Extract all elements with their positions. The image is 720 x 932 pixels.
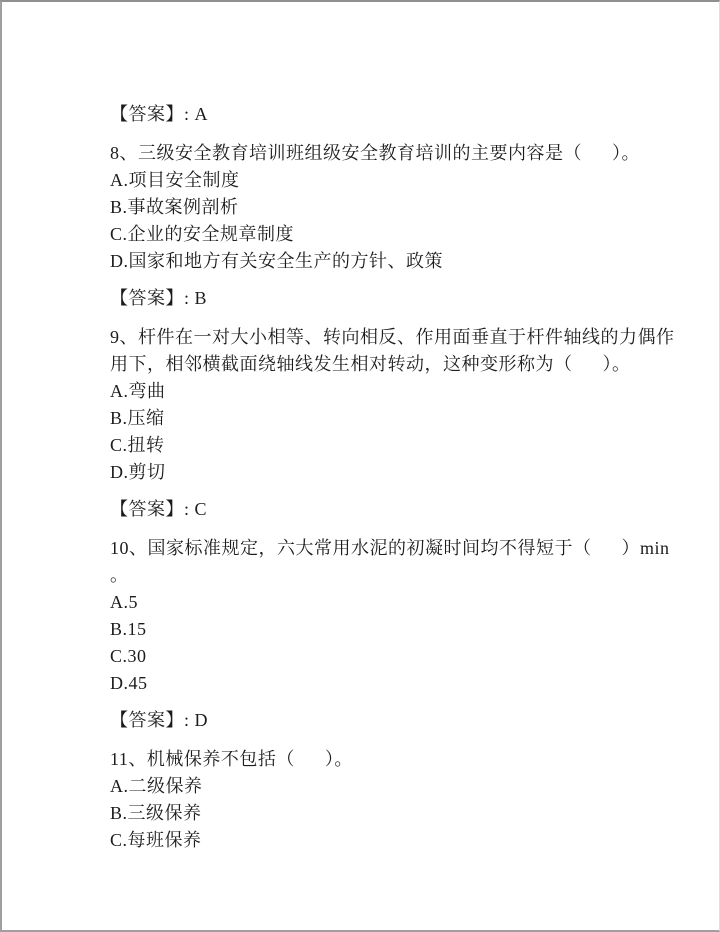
question-8-option-d: D.国家和地方有关安全生产的方针、政策 [110,251,443,271]
question-10-option-b: B.15 [110,619,147,639]
question-11 [110,746,699,854]
question-9-option-a: A.弯曲 [110,381,166,401]
answer-q9: 【答案】: C [110,499,208,519]
question-8-text: 8、三级安全教育培训班组级安全教育培训的主要内容是（ ）。 [110,143,640,163]
question-11-option-a: A.二级保养 [110,776,203,796]
question-9-option-c: C.扭转 [110,435,165,455]
question-10-option-c: C.30 [110,646,147,666]
question-11-option-b: B.三级保养 [110,803,202,823]
question-8 [110,140,699,275]
question-11-option-c: C.每班保养 [110,830,202,850]
question-11-text: 11、机械保养不包括（ ）。 [110,749,353,769]
question-10-option-d: D.45 [110,673,148,693]
answer-q8: 【答案】: B [110,288,208,308]
question-10-text-line-1: 10、国家标准规定，六大常用水泥的初凝时间均不得短于（ ）min [110,538,670,558]
question-10-option-a: A.5 [110,592,138,612]
question-9-text-line-2: 用下，相邻横截面绕轴线发生相对转动，这种变形称为（ ）。 [110,354,631,374]
question-9-option-b: B.压缩 [110,408,165,428]
question-8-option-b: B.事故案例剖析 [110,197,239,217]
answer-q7: 【答案】: A [110,104,208,124]
question-10-text-line-2: 。 [110,565,129,585]
question-10 [110,535,699,697]
question-9-text-line-1: 9、杆件在一对大小相等、转向相反、作用面垂直于杆件轴线的力偶作 [110,327,675,347]
question-8-option-c: C.企业的安全规章制度 [110,224,295,244]
answer-q10: 【答案】: D [110,710,208,730]
question-8-option-a: A.项目安全制度 [110,170,240,190]
question-9 [110,324,699,486]
question-9-option-d: D.剪切 [110,462,166,482]
